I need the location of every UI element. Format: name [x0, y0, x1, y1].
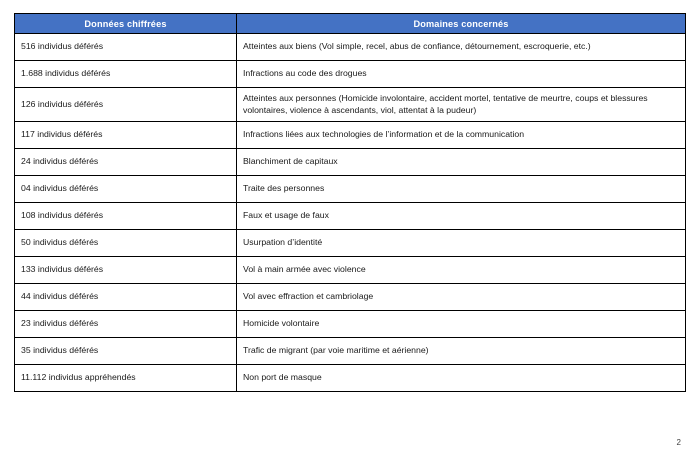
table-row [15, 257, 686, 284]
cell-figures [15, 230, 237, 257]
cell-figures [15, 257, 237, 284]
cell-figures-text: 1.688 individus déférés [21, 68, 111, 79]
cell-domains-text: Usurpation d’identité [243, 237, 323, 248]
cell-figures-text: 11.112 individus appréhendés [21, 372, 136, 383]
cell-domains-text: Faux et usage de faux [243, 210, 329, 221]
table-header [15, 14, 686, 34]
cell-figures [15, 203, 237, 230]
cell-domains [237, 311, 686, 338]
table-row [15, 61, 686, 88]
table-row [15, 284, 686, 311]
cell-domains [237, 61, 686, 88]
cell-figures-text: 516 individus déférés [21, 41, 104, 52]
cell-figures-text: 23 individus déférés [21, 318, 99, 329]
cell-domains-text: Vol avec effraction et cambriolage [243, 291, 374, 302]
cell-domains-text: Trafic de migrant (par voie maritime et aérienne) [243, 345, 429, 356]
cell-figures-text: 126 individus déférés [21, 98, 104, 109]
cell-domains-text: Atteintes aux personnes (Homicide involontaire, accident mortel, tentative de meurtre, coups et blessures volontaires, violence à ascendants, viol, attentat à la pudeur) [243, 93, 648, 115]
table-row [15, 122, 686, 149]
cell-domains-text: Infractions au code des drogues [243, 68, 367, 79]
cell-figures [15, 311, 237, 338]
table-row [15, 230, 686, 257]
table-row [15, 365, 686, 392]
cell-figures [15, 122, 237, 149]
cell-domains-text: Homicide volontaire [243, 318, 320, 329]
cell-figures [15, 284, 237, 311]
cell-domains-text: Blanchiment de capitaux [243, 156, 338, 167]
cell-figures-text: 44 individus déférés [21, 291, 99, 302]
cell-domains [237, 149, 686, 176]
cell-figures [15, 61, 237, 88]
cell-domains-text: Traite des personnes [243, 183, 325, 194]
column-header-figures: Données chiffrées [15, 14, 237, 34]
table-row [15, 203, 686, 230]
table-header-row [15, 14, 686, 34]
cell-figures-text: 04 individus déférés [21, 183, 99, 194]
cell-domains [237, 230, 686, 257]
cell-figures [15, 149, 237, 176]
cell-figures [15, 365, 237, 392]
statistics-table [14, 13, 686, 392]
column-header-domains: Domaines concernés [237, 14, 686, 34]
cell-domains [237, 365, 686, 392]
cell-domains [237, 122, 686, 149]
cell-figures-text: 117 individus déférés [21, 129, 103, 140]
cell-domains [237, 257, 686, 284]
cell-domains-text: Infractions liées aux technologies de l’information et de la communication [243, 129, 525, 140]
cell-domains [237, 338, 686, 365]
cell-figures-text: 35 individus déférés [21, 345, 99, 356]
cell-domains [237, 176, 686, 203]
cell-domains [237, 284, 686, 311]
table-row [15, 176, 686, 203]
cell-figures [15, 34, 237, 61]
cell-figures-text: 50 individus déférés [21, 237, 99, 248]
cell-figures-text: 108 individus déférés [21, 210, 104, 221]
cell-figures-text: 133 individus déférés [21, 264, 104, 275]
cell-figures [15, 176, 237, 203]
table-row [15, 311, 686, 338]
page-number: 2 [676, 438, 681, 447]
table-row [15, 338, 686, 365]
cell-domains [237, 203, 686, 230]
cell-domains [237, 34, 686, 61]
cell-figures [15, 338, 237, 365]
table-row [15, 34, 686, 61]
cell-domains-text: Atteintes aux biens (Vol simple, recel, abus de confiance, détournement, escroquerie, etc.) [243, 41, 591, 52]
cell-figures [15, 88, 237, 122]
table-body [15, 34, 686, 392]
table-row [15, 149, 686, 176]
cell-figures-text: 24 individus déférés [21, 156, 99, 167]
cell-domains-text: Non port de masque [243, 372, 322, 383]
cell-domains [237, 88, 686, 122]
table-row [15, 88, 686, 122]
cell-domains-text: Vol à main armée avec violence [243, 264, 366, 275]
